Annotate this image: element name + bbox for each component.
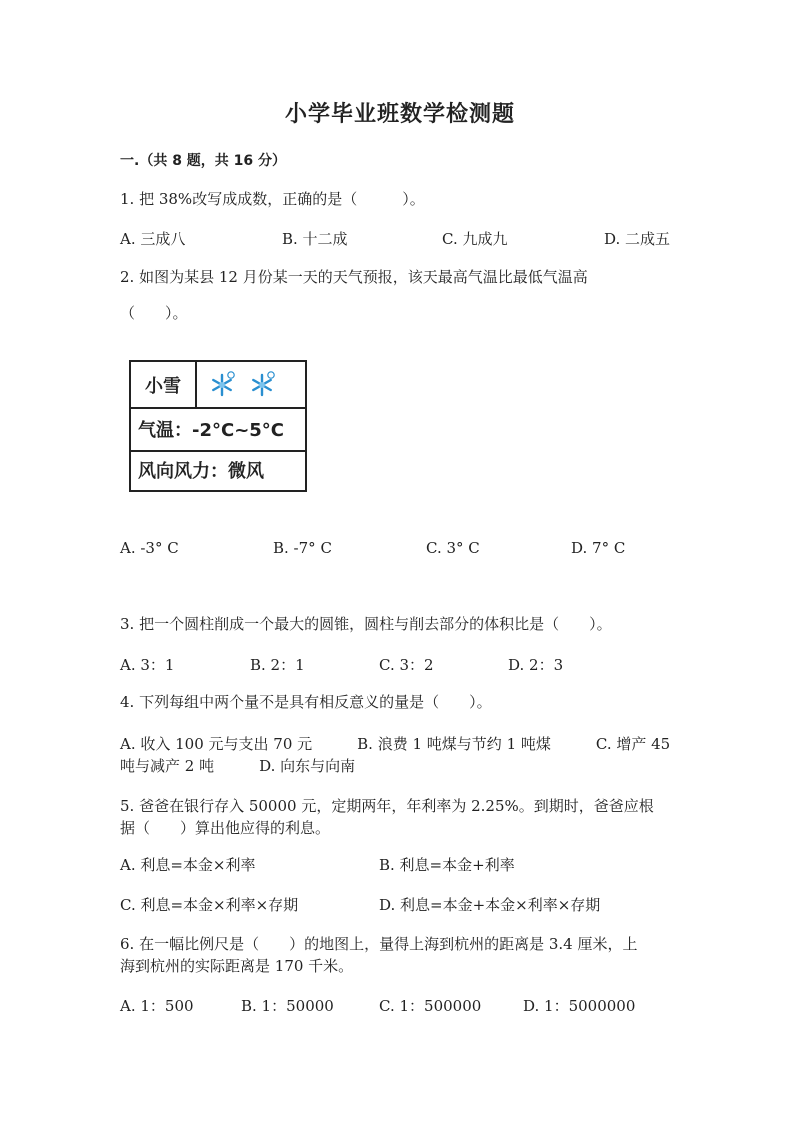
snowflake-icon [247,370,277,400]
question-1-option-b: B. 十二成 [282,230,348,248]
question-5-option-d: D. 利息=本金+本金×利率×存期 [379,896,601,914]
question-3-option-c: C. 3：2 [379,656,434,674]
question-6-stem-line-2: 海到杭州的实际距离是 170 千米。 [120,957,354,975]
question-1-option-a: A. 三成八 [120,230,186,248]
question-2-stem-line-2: （ ）。 [120,304,188,322]
question-3-option-d: D. 2：3 [508,656,564,674]
question-1-option-c: C. 九成九 [442,230,508,248]
snowflake-icon [207,370,237,400]
question-6-option-a: A. 1：500 [120,997,194,1015]
page-title: 小学毕业班数学检测题 [284,102,515,127]
question-2-option-c: C. 3° C [426,539,480,557]
question-5-stem-line-2: 据（ ）算出他应得的利息。 [120,819,331,837]
weather-wind-label: 风向风力：微风 [138,461,264,482]
question-5-option-b: B. 利息=本金+利率 [379,856,515,874]
question-4-options-line-1: A. 收入 100 元与支出 70 元 B. 浪费 1 吨煤与节约 1 吨煤 C. 增产 45 [120,735,671,753]
question-5-option-a: A. 利息=本金×利率 [120,856,256,874]
question-2-option-a: A. -3° C [120,539,179,557]
question-2-option-d: D. 7° C [571,539,626,557]
weather-temperature-label: 气温：-2°C~5°C [138,419,285,441]
question-6-option-d: D. 1：5000000 [523,997,636,1015]
question-2-stem-line-1: 2. 如图为某县 12 月份某一天的天气预报，该天最高气温比最低气温高 [120,268,588,286]
weather-row-wind [131,450,305,490]
question-5-option-c: C. 利息=本金×利率×存期 [120,896,299,914]
question-5-stem-line-1: 5. 爸爸在银行存入 50000 元，定期两年，年利率为 2.25%。到期时，爸爸应根 [120,797,654,815]
question-1-stem: 1. 把 38%改写成成数，正确的是（ ）。 [120,190,425,208]
question-3-stem: 3. 把一个圆柱削成一个最大的圆锥，圆柱与削去部分的体积比是（ ）。 [120,615,612,633]
question-6-stem-line-1: 6. 在一幅比例尺是（ ）的地图上，量得上海到杭州的距离是 3.4 厘米，上 [120,935,638,953]
weather-condition-label: 小雪 [131,362,197,407]
weather-forecast-card [129,360,307,492]
question-2-option-b: B. -7° C [273,539,332,557]
question-3-option-a: A. 3：1 [120,656,175,674]
question-4-options-line-2: 吨与减产 2 吨 D. 向东与向南 [120,757,356,775]
section-heading: 一.（共 8 题，共 16 分） [120,153,287,169]
weather-row-condition [131,362,305,409]
question-4-stem: 4. 下列每组中两个量不是具有相反意义的量是（ ）。 [120,693,492,711]
weather-row-temperature [131,407,305,452]
question-1-option-d: D. 二成五 [604,230,671,248]
question-6-option-c: C. 1：500000 [379,997,482,1015]
question-6-option-b: B. 1：50000 [241,997,334,1015]
question-3-option-b: B. 2：1 [250,656,305,674]
